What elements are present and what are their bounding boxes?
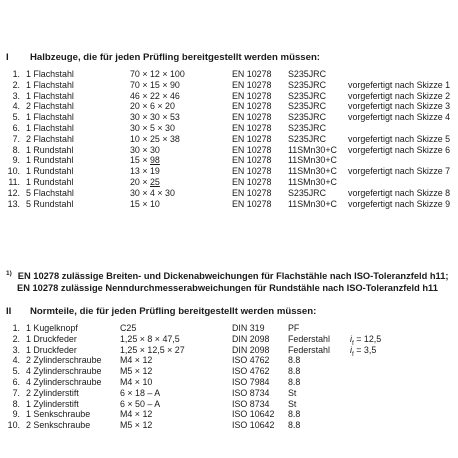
quantity-material: 2 Flachstahl (26, 101, 74, 112)
preparation-note: vorgefertigt nach Skizze 3 (348, 101, 451, 112)
material-grade: S235JRC (288, 90, 326, 101)
material-grade: Federstahl (288, 333, 330, 344)
item-number: 2. (12, 333, 20, 344)
dimensions-main: 20 × 6 × 20 (130, 101, 175, 112)
material-grade: 8.8 (288, 420, 301, 431)
item-number: 7. (12, 133, 20, 144)
dimensions (130, 123, 175, 134)
dimensions (130, 177, 160, 188)
quantity-material: 2 Flachstahl (26, 133, 74, 144)
standard: ISO 8734 (232, 398, 270, 409)
quantity-material: 1 Flachstahl (26, 79, 74, 90)
item-number: 10. (7, 166, 20, 177)
preparation-note: vorgefertigt nach Skizze 2 (348, 90, 451, 101)
dimensions: M4 × 12 (120, 409, 153, 420)
material-grade: 8.8 (288, 355, 301, 366)
dimensions-main: 30 × 30 (130, 144, 160, 155)
dimensions-main: 10 × 25 × 38 (130, 133, 180, 144)
material-grade: PF (288, 323, 300, 333)
item-number: 2. (12, 79, 20, 90)
item-number: 5. (12, 366, 20, 377)
dimensions (130, 112, 180, 123)
dimensions (130, 166, 160, 177)
dimensions: M5 × 12 (120, 366, 153, 377)
dimensions-main: 13 × 19 (130, 166, 160, 177)
dimensions (130, 91, 180, 102)
item-number: 12. (7, 187, 20, 198)
quantity-part: 1 Kugelknopf (26, 323, 78, 333)
preparation-note: vorgefertigt nach Skizze 5 (348, 133, 451, 144)
section-2-heading (6, 306, 316, 317)
standard: EN 10278 (232, 69, 272, 79)
quantity-material: 1 Flachstahl (26, 90, 74, 101)
dimensions (130, 80, 180, 91)
preparation-note: vorgefertigt nach Skizze 4 (348, 112, 451, 123)
item-number: 1. (12, 323, 20, 333)
dimensions (130, 155, 160, 166)
windings-symbol: i (350, 333, 352, 344)
dimensions-length-underlined: 25 (150, 176, 160, 187)
material-grade: St (288, 398, 297, 409)
standard: EN 10278 (232, 101, 272, 112)
material-grade: St (288, 387, 297, 398)
footnote-marker: 1) (6, 270, 12, 277)
footnote-line-1 (6, 268, 448, 282)
standard: ISO 4762 (232, 355, 270, 366)
item-number: 9. (12, 155, 20, 166)
standard: DIN 2098 (232, 333, 270, 344)
dimensions-main: 70 × 12 × 100 (130, 69, 185, 79)
dimensions-main: 30 × 5 × 30 (130, 122, 175, 133)
section-1-numeral: I (6, 52, 9, 63)
item-number: 4. (12, 355, 20, 366)
material-grade: 11SMn30+C (288, 144, 337, 155)
windings-symbol: i (350, 344, 352, 355)
standard: EN 10278 (232, 166, 272, 177)
item-number: 5. (12, 112, 20, 123)
quantity-material: 1 Rundstahl (26, 144, 74, 155)
dimensions: 6 × 18 – A (120, 387, 161, 398)
quantity-part: 2 Zylinderstift (26, 387, 79, 398)
material-grade: 8.8 (288, 409, 301, 420)
section-2-numeral: II (6, 306, 12, 317)
standard: ISO 8734 (232, 387, 270, 398)
standard: EN 10278 (232, 155, 272, 166)
standard: EN 10278 (232, 187, 272, 198)
standard: EN 10278 (232, 112, 272, 123)
standard: EN 10278 (232, 198, 272, 209)
material-grade: 11SMn30+C (288, 166, 337, 177)
standard: ISO 10642 (232, 420, 275, 431)
material-grade: 11SMn30+C (288, 155, 337, 166)
quantity-part: 1 Senkschraube (26, 409, 91, 420)
standard: EN 10278 (232, 122, 272, 133)
dimensions: C25 (120, 323, 137, 333)
preparation-note: vorgefertigt nach Skizze 6 (348, 144, 451, 155)
quantity-part: 2 Zylinderschraube (26, 355, 102, 366)
material-grade: S235JRC (288, 69, 326, 79)
dimensions: 1,25 × 8 × 47,5 (120, 333, 180, 344)
standard: ISO 4762 (232, 366, 270, 377)
dimensions: M4 × 12 (120, 355, 153, 366)
quantity-material: 1 Flachstahl (26, 69, 74, 79)
dimensions-main: 30 × 30 × 53 (130, 112, 180, 123)
windings-subscript: f (351, 350, 354, 358)
section-2-title: Normteile, die für jeden Prüfling bereitgestellt werden müssen: (30, 306, 317, 317)
standard: EN 10278 (232, 90, 272, 101)
item-number: 9. (12, 409, 20, 420)
material-grade: S235JRC (288, 133, 326, 144)
standard: EN 10278 (232, 144, 272, 155)
item-number: 1. (12, 69, 20, 79)
dimensions: 1,25 × 12,5 × 27 (120, 344, 185, 355)
dimensions (130, 145, 160, 156)
dimensions: M4 × 10 (120, 376, 153, 387)
quantity-material: 1 Rundstahl (26, 176, 74, 187)
dimensions-length-underlined: 98 (150, 155, 160, 166)
windings-subscript: f (351, 339, 354, 347)
dimensions-main: 15 × 10 (130, 198, 160, 209)
material-grade: S235JRC (288, 79, 326, 90)
dimensions (130, 199, 160, 210)
windings-value: = 12,5 (353, 333, 382, 344)
footnote (6, 268, 448, 294)
item-number: 6. (12, 122, 20, 133)
quantity-material: 1 Flachstahl (26, 112, 74, 123)
material-grade: 8.8 (288, 366, 301, 377)
standard: EN 10278 (232, 79, 272, 90)
item-number: 13. (7, 198, 20, 209)
preparation-note: vorgefertigt nach Skizze 8 (348, 187, 451, 198)
quantity-material: 1 Rundstahl (26, 166, 74, 177)
dimensions (130, 69, 185, 80)
quantity-material: 5 Flachstahl (26, 187, 74, 198)
item-number: 3. (12, 90, 20, 101)
quantity-part: 1 Druckfeder (26, 333, 77, 344)
quantity-material: 5 Rundstahl (26, 198, 74, 209)
standard: DIN 319 (232, 323, 265, 333)
windings-value: = 3,5 (353, 344, 377, 355)
preparation-note: vorgefertigt nach Skizze 1 (348, 79, 451, 90)
material-grade: S235JRC (288, 122, 326, 133)
material-grade: S235JRC (288, 112, 326, 123)
preparation-note: vorgefertigt nach Skizze 9 (348, 198, 451, 209)
dimensions: 6 × 50 – A (120, 398, 161, 409)
quantity-material: 1 Rundstahl (26, 155, 74, 166)
material-grade: 8.8 (288, 376, 301, 387)
material-grade: S235JRC (288, 101, 326, 112)
item-number: 11. (8, 176, 20, 187)
item-number: 6. (12, 376, 20, 387)
quantity-part: 1 Druckfeder (26, 344, 77, 355)
dimensions-main: 46 × 22 × 46 (130, 90, 180, 101)
section-1-title: Halbzeuge, die für jeden Prüfling bereitgestellt werden müssen: (30, 52, 321, 63)
material-grade: Federstahl (288, 344, 330, 355)
item-number: 7. (12, 387, 20, 398)
item-number: 8. (12, 144, 20, 155)
item-number: 4. (12, 101, 20, 112)
quantity-part: 1 Zylinderstift (26, 398, 79, 409)
quantity-part: 2 Senkschraube (26, 420, 91, 431)
standard: DIN 2098 (232, 344, 270, 355)
dimensions (130, 134, 180, 145)
material-grade: 11SMn30+C (288, 198, 337, 209)
dimensions-main: 70 × 15 × 90 (130, 79, 180, 90)
standard: ISO 10642 (232, 409, 275, 420)
standard: ISO 7984 (232, 376, 270, 387)
dimensions: M5 × 12 (120, 420, 153, 431)
standard: EN 10278 (232, 133, 272, 144)
spring-windings-note (350, 345, 376, 361)
dimensions (130, 188, 175, 199)
material-grade: 11SMn30+C (288, 176, 337, 187)
quantity-material: 1 Flachstahl (26, 122, 74, 133)
preparation-note: vorgefertigt nach Skizze 7 (348, 166, 451, 177)
item-number: 10. (7, 420, 20, 431)
dimensions-main: 20 × (130, 176, 150, 187)
item-number: 3. (12, 344, 20, 355)
item-number: 8. (12, 398, 20, 409)
section-1-heading (6, 52, 320, 63)
quantity-part: 4 Zylinderschraube (26, 366, 102, 377)
dimensions (130, 101, 175, 112)
material-grade: S235JRC (288, 187, 326, 198)
standard: EN 10278 (232, 176, 272, 187)
quantity-part: 4 Zylinderschraube (26, 376, 102, 387)
footnote-line-2: EN 10278 zulässige Nenndurchmesserabweichungen für Rundstähle nach ISO-Toleranzfeld h11 (17, 283, 438, 293)
dimensions-main: 15 × (130, 155, 150, 166)
dimensions-main: 30 × 4 × 30 (130, 187, 175, 198)
footnote-text-1: EN 10278 zulässige Breiten- und Dickenabweichungen für Flachstähle nach ISO-Toleranzfeld h11; (17, 271, 449, 281)
